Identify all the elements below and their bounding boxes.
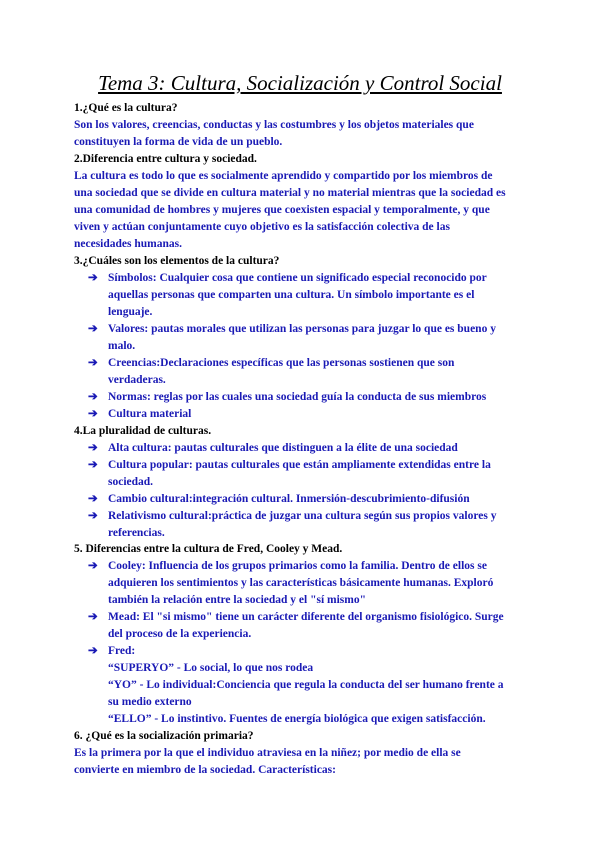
answer-2-line: una comunidad de hombres y mujeres que coexisten espacial y temporalmente, y que (74, 204, 490, 216)
bullet-item (88, 321, 496, 338)
answer-2-line: una sociedad que se divide en cultura material y no material mientras que la sociedad es (74, 187, 506, 199)
arrow-icon: ➔ (88, 611, 98, 623)
bullet-item (88, 355, 454, 372)
bullet-continuation: “YO” - Lo individual:Conciencia que regula la conducta del ser humano frente a (108, 679, 504, 691)
bullet-continuation: también la relación entre la sociedad y el "sí mismo" (108, 594, 366, 606)
bullet-continuation: “SUPERYO” - Lo social, lo que nos rodea (108, 662, 314, 674)
arrow-icon: ➔ (88, 459, 98, 471)
bullet-item (88, 406, 191, 423)
bullet-text: Fred: (108, 645, 136, 657)
answer-2-line: necesidades humanas. (74, 238, 182, 250)
bullet-continuation: sociedad. (108, 476, 154, 488)
bullet-text: Valores: pautas morales que utilizan las personas para juzgar lo que es bueno y (108, 323, 496, 335)
bullet-continuation: adquieren los sentimientos y las características básicamente humanas. Exploró (108, 577, 494, 589)
question-4: 4.La pluralidad de culturas. (74, 425, 212, 437)
bullet-item (88, 491, 470, 508)
bullet-continuation: aquellas personas que comparten una cultura. Un símbolo importante es el (108, 289, 475, 301)
answer-1-line: constituyen la forma de vida de un pueblo. (74, 136, 283, 148)
arrow-icon: ➔ (88, 323, 98, 335)
bullet-text: Alta cultura: pautas culturales que distinguen a la élite de una sociedad (108, 442, 458, 454)
question-6: 6. ¿Qué es la socialización primaria? (74, 730, 254, 742)
answer-1-line: Son los valores, creencias, conductas y las costumbres y los objetos materiales que (74, 119, 474, 131)
question-2: 2.Diferencia entre cultura y sociedad. (74, 153, 257, 165)
arrow-icon: ➔ (88, 408, 98, 420)
arrow-icon: ➔ (88, 560, 98, 572)
bullet-text: Cooley: Influencia de los grupos primarios como la familia. Dentro de ellos se (108, 560, 487, 572)
question-3: 3.¿Cuáles son los elementos de la cultura? (74, 255, 280, 267)
bullet-item (88, 457, 491, 474)
bullet-text: Creencias:Declaraciones específicas que las personas sostienen que son (108, 357, 455, 369)
arrow-icon: ➔ (88, 391, 98, 403)
bullet-continuation: su medio externo (108, 696, 192, 708)
bullet-continuation: referencias. (108, 527, 165, 539)
bullet-continuation: malo. (108, 340, 136, 352)
bullet-continuation: verdaderas. (108, 374, 166, 386)
bullet-text: Normas: reglas por las cuales una sociedad guía la conducta de sus miembros (108, 391, 487, 403)
bullet-text: Cultura popular: pautas culturales que están ampliamente extendidas entre la (108, 459, 491, 471)
bullet-item (88, 270, 487, 287)
bullet-item (88, 643, 135, 660)
question-1: 1.¿Qué es la cultura? (74, 102, 178, 114)
answer-6-line: Es la primera por la que el individuo atraviesa en la niñez; por medio de ella se (74, 747, 461, 759)
bullet-continuation: “ELLO” - Lo instintivo. Fuentes de energía biológica que exigen satisfacción. (108, 713, 486, 725)
page-title: Tema 3: Cultura, Socialización y Control Social (98, 71, 502, 95)
arrow-icon: ➔ (88, 442, 98, 454)
bullet-text: Cultura material (108, 408, 192, 420)
bullet-continuation: lenguaje. (108, 306, 153, 318)
bullet-item (88, 508, 496, 525)
arrow-icon: ➔ (88, 272, 98, 284)
question-5: 5. Diferencias entre la cultura de Fred, Cooley y Mead. (74, 543, 343, 555)
bullet-text: Relativismo cultural:práctica de juzgar una cultura según sus propios valores y (108, 510, 497, 522)
answer-6-line: convierte en miembro de la sociedad. Características: (74, 764, 336, 776)
bullet-item (88, 389, 486, 406)
bullet-item (88, 558, 487, 575)
arrow-icon: ➔ (88, 357, 98, 369)
answer-2-line: La cultura es todo lo que es socialmente aprendido y compartido por los miembros de (74, 170, 493, 182)
bullet-item (88, 609, 504, 626)
bullet-continuation: del proceso de la experiencia. (108, 628, 252, 640)
bullet-text: Símbolos: Cualquier cosa que contiene un significado especial reconocido por (108, 272, 487, 284)
bullet-text: Cambio cultural:integración cultural. Inmersión-descubrimiento-difusión (108, 493, 470, 505)
answer-2-line: viven y actúan conjuntamente cuyo objetivo es la satisfacción colectiva de las (74, 221, 450, 233)
arrow-icon: ➔ (88, 493, 98, 505)
arrow-icon: ➔ (88, 645, 98, 657)
arrow-icon: ➔ (88, 510, 98, 522)
bullet-text: Mead: El "si mismo" tiene un carácter diferente del organismo fisiológico. Surge (108, 611, 504, 623)
bullet-item (88, 440, 458, 457)
